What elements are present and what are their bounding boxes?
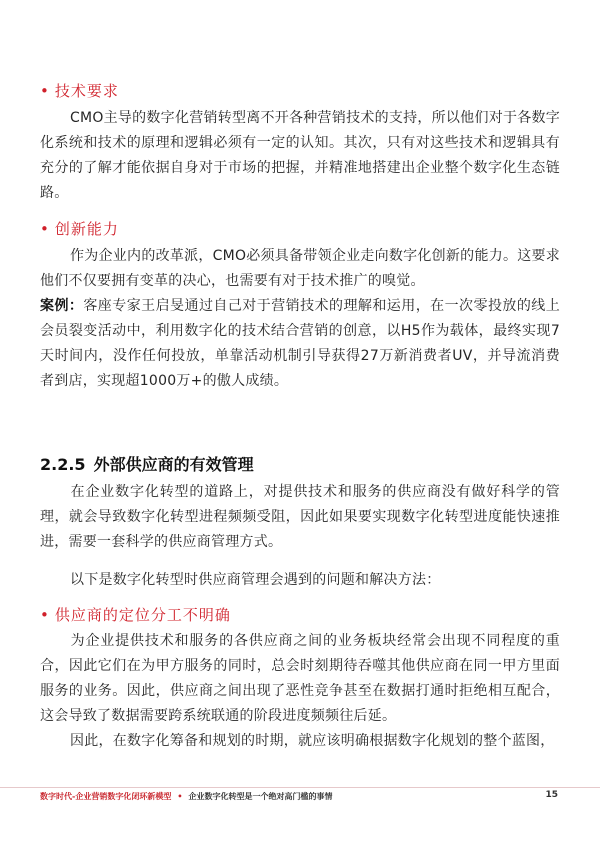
case-text: 客座专家王启旻通过自己对于营销技术的理解和运用，在一次零投放的线上会员裂变活动中，利用数字化的技术结合营销的创意，以H5作为载体，最终实现7天时间内，没作任何投放，单靠活动机制引导获得27万新消费者UV，并导流消费者到店，实现超1000万+的傲人成绩。 [40,298,561,389]
footer-book-title: 数字时代-企业营销数字化闭环新模型 [40,792,172,801]
bullet-icon: • [40,220,50,238]
section-number: 2.2.5 [40,455,86,474]
heading-text: 供应商的定位分工不明确 [54,606,231,624]
paragraph-innovation: 作为企业内的改革派，CMO必须具备带领企业走向数字化创新的能力。这要求他们不仅要拥有变革的决心，也需要有对于技术推广的嗅觉。 案例：客座专家王启旻通过自己对于营销技术的理解和运用，在一次零投放的线上会员裂变活动中，利用数字化的技术结合营销的创意，以H5作为载体，最终实现7天时间内，没作任何投放，单靠活动机制引导获得27万新消费者UV，并导流消费者到店，实现超1000万+的傲人成绩。 [40,248,561,389]
section-title [40,452,254,475]
heading-tech-requirements [40,80,119,101]
heading-text: 创新能力 [54,220,119,238]
heading-innovation [40,218,119,239]
heading-text: 技术要求 [54,82,119,100]
case-label: 案例： [40,298,84,314]
paragraph-supplier-overlap: 为企业提供技术和服务的各供应商之间的业务板块经常会出现不同程度的重合，因此它们在为甲方服务的同时，总会时刻期待吞噬其他供应商在同一甲方里面服务的业务。因此，供应商之间出现了恶性竞争甚至在数据打通时拒绝相互配合，这会导致了数据需要跨系统联通的阶段进度频频往后延。 因此，在数字化筹备和规划的时期，就应该明确根据数字化规划的整个蓝图， [40,633,560,749]
bullet-icon: • [40,82,50,100]
footer-divider [0,787,600,788]
footer-separator: • [177,792,183,801]
paragraph-tech: CMO主导的数字化营销转型离不开各种营销技术的支持，所以他们对于各数字化系统和技术的原理和逻辑必须有一定的认知。其次，只有对这些技术和逻辑具有充分的了解才能依据自身对于市场的把握，并精准地搭建出企业整个数字化生态链路。 [40,110,560,201]
page-number: 15 [545,790,558,800]
paragraph-supplier-intro: 在企业数字化转型的道路上，对提供技术和服务的供应商没有做好科学的管理，就会导致数字化转型进程频频受阻，因此如果要实现数字化转型进度能快速推进，需要一套科学的供应商管理方式。 [40,484,560,550]
bullet-icon: • [40,606,50,624]
paragraph-problems-intro: 以下是数字化转型时供应商管理会遇到的问题和解决方法： [70,572,441,588]
footer-chapter: 企业数字化转型是一个绝对高门槛的事情 [188,792,333,801]
heading-supplier-positioning [40,604,231,625]
section-title-text: 外部供应商的有效管理 [93,455,254,474]
footer-caption [40,791,332,802]
